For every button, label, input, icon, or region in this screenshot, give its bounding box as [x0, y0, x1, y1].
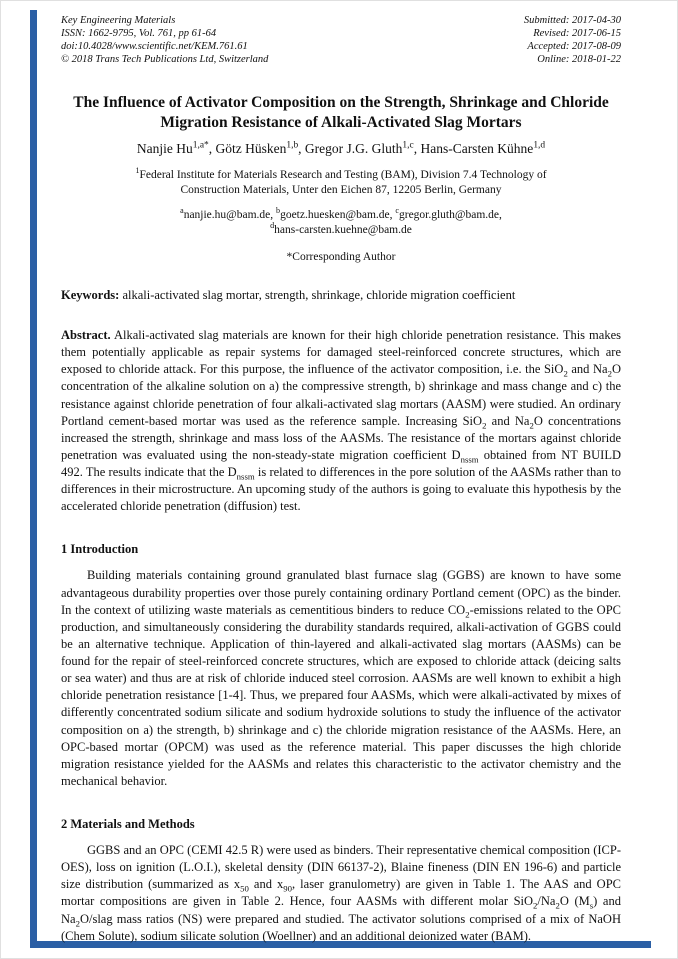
paper-title: The Influence of Activator Composition on the Strength, Shrinkage and Chloride Migration Resistance of Alkali-Activated Slag Mortars — [73, 93, 609, 132]
section-heading-materials-and-methods: 2 Materials and Methods — [61, 817, 195, 832]
author-emails-line-2: $^d$hans-carsten.kuehne@bam.de — [270, 221, 412, 237]
authors-line: Nanjie $Hu^{1,a*}$, Götz Hüsken$^{1,b}$, Gregor J.G. Gluth$^{1,c}$, Hans-Carsten Kühne$^{1,d}$ — [136, 140, 546, 157]
author-emails — [61, 208, 621, 238]
journal-issn-volume: ISSN: 1662-9795, Vol. 761, pp 61-64 — [61, 28, 217, 40]
abstract-label: Abstract. — [61, 328, 111, 343]
journal-header-right — [524, 14, 621, 67]
revised-date: Revised: 2017-06-15 — [533, 28, 621, 40]
abstract-paragraph — [61, 327, 621, 515]
submitted-date: Submitted: 2017-04-30 — [523, 15, 621, 26]
materials-and-methods-paragraph: GGBS and an OPC (CEMI 42.5 R) were used as binders. Their representative chemical composition (ICP-OES), loss on ignition (L.O.I.), skeletal density (DIN 66137-2), Blaine fineness (DIN EN 196-6) and particle size distribution (summarized as $x_{50}$ and $x_{90}$, laser granulometry) are given in Table 1. The AAS and OPC mortar compositions are given in Table 2. Hence, four AASMs with different molar $SiO_2/Na_2O$ $(M_s)$ and $Na_2O$/slag mass ratios (NS) were prepared and studied. The activator solutions comprised of a mix of NaOH (Chem Solute), sodium silicate solution (Woellner) and an additional deionized water (BAM). — [61, 843, 621, 943]
keywords-text: alkali-activated slag mortar, strength, shrinkage, chloride migration coefficient — [119, 288, 516, 303]
corresponding-author-note: *Corresponding Author — [286, 251, 396, 264]
journal-doi: doi:10.4028/www.scientific.net/KEM.761.61 — [61, 41, 248, 53]
section-heading-introduction: 1 Introduction — [61, 542, 139, 557]
affiliation: $^1$Federal Institute for Materials Research and Testing (BAM), Division 7.4 Technology of Construction Materials, Unter den Eichen 87, 12205 Berlin, Germany — [135, 166, 547, 197]
accepted-date: Accepted: 2017-08-09 — [527, 41, 621, 53]
keywords-label: Keywords: — [61, 288, 120, 303]
abstract-text: Alkali-activated slag materials are known for their high chloride penetration resistance. This makes them potentially applicable as repair systems for damaged steel-reinforced concrete structures, which are exposed to chloride attack. For this purpose, the influence of the activator composition, i.e. the SiO$_2$ and $Na_2O$ concentration of the alkaline solution on a) the compressive strength, b) shrinkage and mass change and c) the resistance against chloride penetration of four alkali-activated slag mortars (AASM) were studied. An ordinary Portland cement-based mortar was used as the reference sample. Increasing SiO$_2$ and $Na_2O$ concentrations increased the strength, shrinkage and mass loss of the AASMs. The resistance of the mortars against chloride penetration was evaluated using the non-steady-state migration coefficient $D_{nssm}$ obtained from NT BUILD 492. The results indicate that the $D_{nssm}$ is related to differences in the pore solution of the AASMs rather than to differences in their microstructure. An upcoming study of the authors is going to evaluate this hypothesis by the accelerated chloride penetration (diffusion) test. — [61, 328, 621, 514]
online-date: Online: 2018-01-22 — [537, 54, 621, 66]
journal-header — [61, 14, 621, 67]
page-accent-bar-left — [30, 10, 37, 948]
introduction-paragraph: Building materials containing ground granulated blast furnace slag (GGBS) are known to have some advantageous durability properties over those purely containing ordinary Portland cement (OPC) as the binder. In the context of utilizing waste materials as cementitious binders to reduce $CO_2$-emissions related to the OPC production, and simultaneously considering the durability standards required, alkali-activation of GGBS could be an alternative technique. Application of thin-layered and alkali-activated slag mortars (AASMs) can be found for the repair of steel-reinforced concrete structures, which are exposed to chloride attack (deicing salts or sea water) and thus are at risk of chloride induced steel corrosion. AASMs are well known to exhibit a high chloride penetration resistance [1-4]. Thus, we prepared four AASMs, which were alkali-activated by mixes of differently concentrated sodium silicate and sodium hydroxide solutions to study the influence of the activator composition on a) the strength, b) shrinkage and c) the chloride migration resistance of the AASMs. Here, an OPC-based mortar (OPCM) was used as the reference material. This paper discusses the high chloride migration resistance yielded for the AASMs and relates this characteristic to the activator chemistry and the mechanical behavior. — [61, 568, 621, 788]
page-content — [61, 14, 621, 945]
keywords-line — [61, 288, 621, 303]
journal-name: Key Engineering Materials — [61, 15, 176, 26]
journal-copyright: © 2018 Trans Tech Publications Ltd, Switzerland — [61, 54, 269, 66]
journal-header-left — [61, 14, 268, 67]
author-emails-line-1: $^a$nanjie.hu@bam.de, $^b$goetz.huesken@bam.de, $^c$gregor.gluth@bam.de, — [180, 206, 502, 222]
